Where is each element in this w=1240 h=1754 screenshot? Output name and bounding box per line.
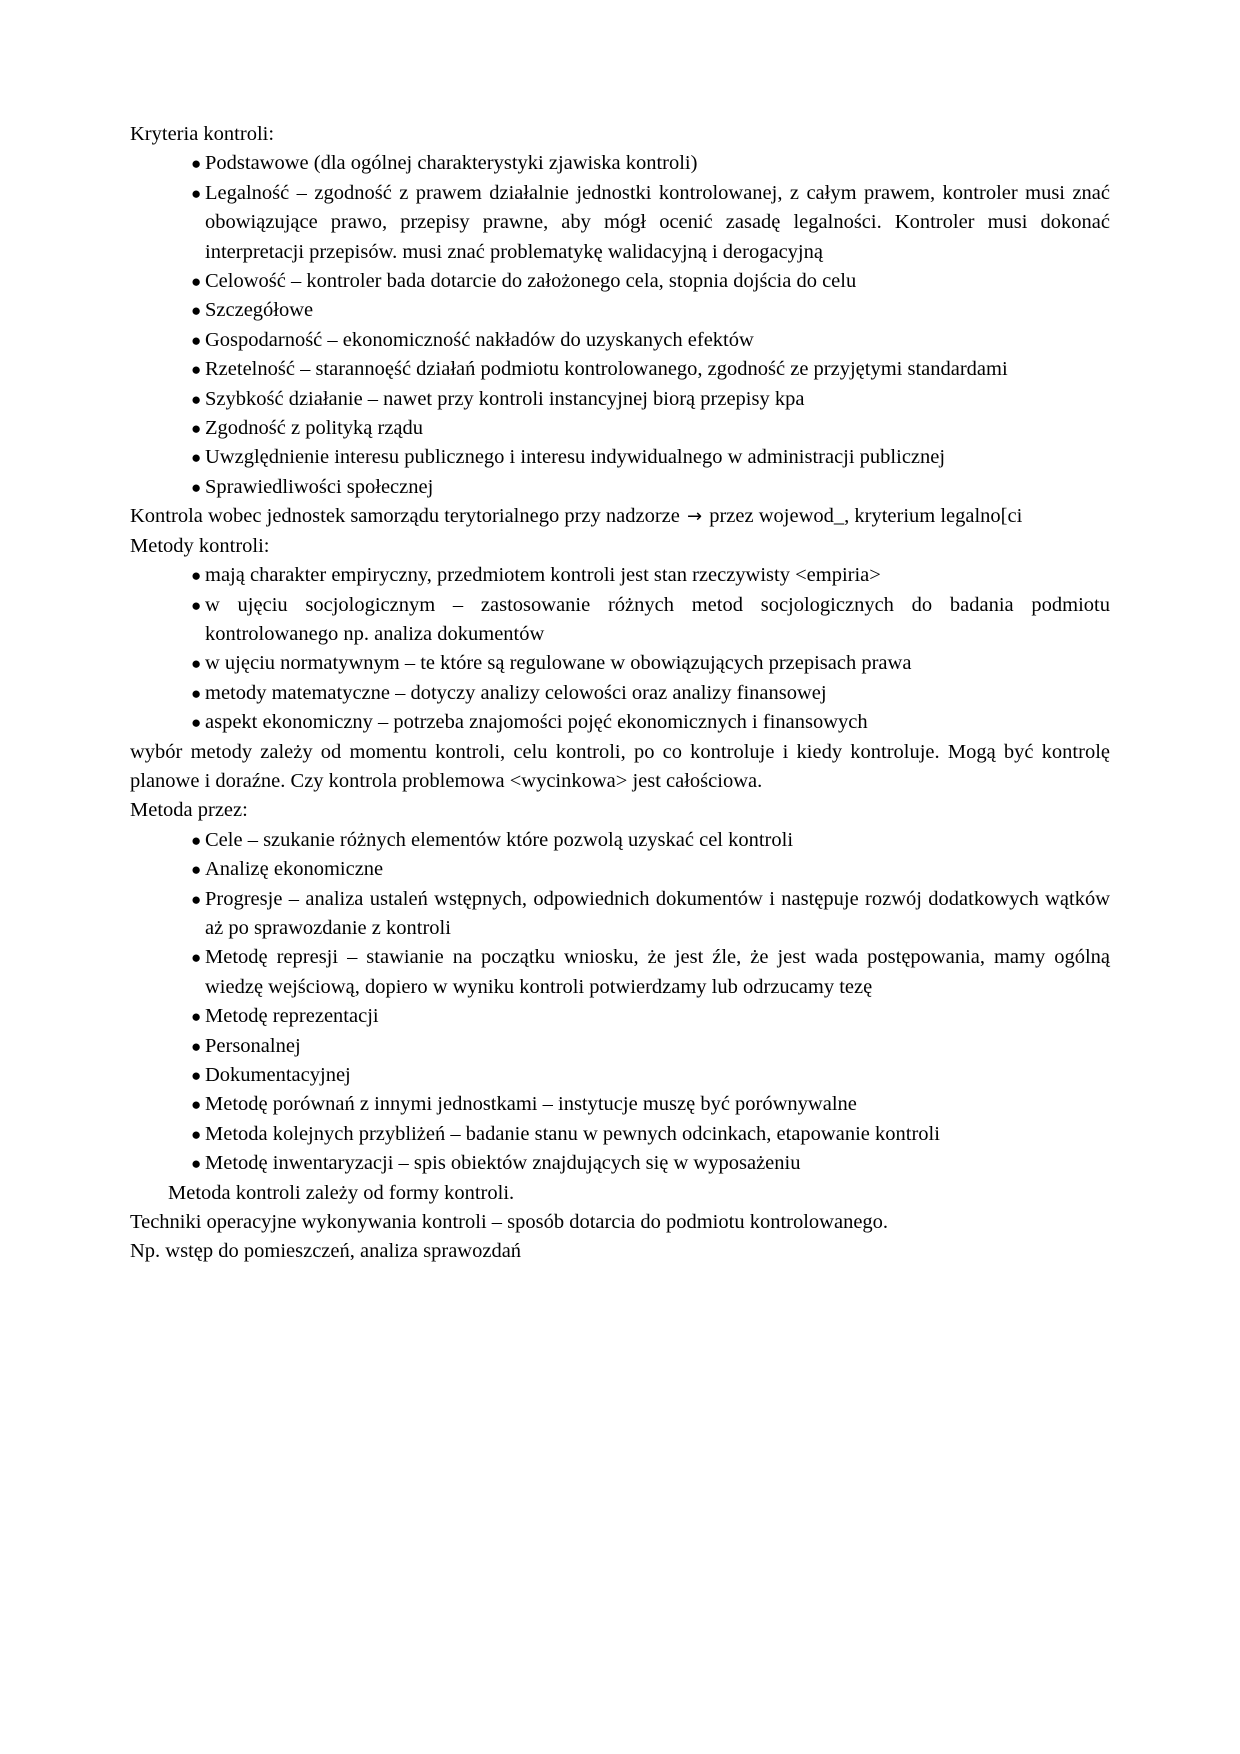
bullet-item <box>130 1149 1110 1178</box>
bullet-item <box>130 1090 1110 1119</box>
bullet-text: Progresje – analiza ustaleń wstępnych, odpowiednich dokumentów i następuje rozwój dodatkowych wątków aż po sprawozdanie z kontroli <box>205 887 1110 939</box>
bullet-glyph-icon: ● <box>191 1066 202 1085</box>
bullet-glyph-icon: ● <box>191 566 202 586</box>
bullet-glyph-icon: ● <box>191 477 202 497</box>
bullet-glyph-icon: ● <box>191 860 202 880</box>
bullet-item <box>130 855 1110 884</box>
bullet-item <box>130 296 1110 325</box>
paragraph-text: Techniki operacyjne wykonywania kontroli – sposób dotarcia do podmiotu kontrolowanego. <box>130 1211 889 1234</box>
indented-paragraph <box>130 1179 1110 1208</box>
bullet-text: Gospodarność – ekonomiczność nakładów do uzyskanych efektów <box>205 328 754 351</box>
bullet-glyph-icon: ● <box>191 683 202 703</box>
bullet-glyph-icon: ● <box>191 1036 202 1056</box>
bullet-text: Metoda kolejnych przybliżeń – badanie stanu w pewnych odcinkach, etapowanie kontroli <box>205 1122 940 1145</box>
bullet-text: w ujęciu normatywnym – te które są regulowane w obowiązujących przepisach prawa <box>205 652 912 675</box>
bullet-text: Cele – szukanie różnych elementów które pozwolą uzyskać cel kontroli <box>205 828 794 851</box>
paragraph <box>130 1208 1110 1237</box>
bullet-item <box>130 414 1110 443</box>
section-heading <box>130 120 1110 149</box>
bullet-item <box>130 443 1110 472</box>
bullet-glyph-icon: ● <box>191 595 202 615</box>
bullet-text: Legalność – zgodność z prawem działalnie jednostki kontrolowanej, z całym prawem, kontroler musi znać obowiązujące prawo, przepisy prawne, aby mógł ocenić zasadę legalności. Kontroler musi dokonać interpretacji przepisów. musi znać problematykę walidacyjną i derogacyjną <box>205 181 1110 263</box>
bullet-text: Personalnej <box>205 1034 301 1057</box>
bullet-glyph-icon: ● <box>191 830 202 850</box>
bullet-item <box>130 149 1110 178</box>
bullet-glyph-icon: ● <box>191 889 202 909</box>
bullet-item <box>130 267 1110 296</box>
bullet-text: Rzetelność – starannoęść działań podmiotu kontrolowanego, zgodność ze przyjętymi standardami <box>205 358 1008 381</box>
bullet-item <box>130 179 1110 267</box>
bullet-text: metody matematyczne – dotyczy analizy celowości oraz analizy finansowej <box>205 681 827 704</box>
paragraph-with-arrow <box>130 502 1110 531</box>
bullet-glyph-icon: ● <box>191 360 202 380</box>
bullet-item <box>130 355 1110 384</box>
bullet-text: aspekt ekonomiczny – potrzeba znajomości pojęć ekonomicznych i finansowych <box>205 711 868 734</box>
bullet-glyph-icon: ● <box>191 154 202 174</box>
bullet-text: Zgodność z polityką rządu <box>205 417 424 440</box>
bullet-item <box>130 561 1110 590</box>
bullet-text: Analizę ekonomiczne <box>205 858 384 881</box>
bullet-text: Metodę represji – stawianie na początku wniosku, że jest źle, że jest wada postępowania, mamy ogólną wiedzę wejściową, dopiero w wyniku kontroli potwierdzamy lub odrzucamy tezę <box>205 946 1110 998</box>
bullet-item <box>130 473 1110 502</box>
bullet-glyph-icon: ● <box>191 301 202 321</box>
bullet-item <box>130 591 1110 650</box>
paragraph-text: wybór metody zależy od momentu kontroli, celu kontroli, po co kontroluje i kiedy kontroluje. Mogą być kontrolę planowe i doraźne. Czy kontrola problemowa <wycinkowa> jest całościowa. <box>130 740 1110 792</box>
bullet-text: Szczegółowe <box>205 299 314 322</box>
section-heading-text: Metoda przez: <box>130 799 248 822</box>
bullet-item <box>130 1120 1110 1149</box>
bullet-glyph-icon: ● <box>191 389 202 409</box>
bullet-text: Metodę inwentaryzacji – spis obiektów znajdujących się w wyposażeniu <box>205 1152 801 1175</box>
paragraph-text: Np. wstęp do pomieszczeń, analiza sprawozdań <box>130 1240 522 1263</box>
bullet-item <box>130 885 1110 944</box>
bullet-glyph-icon: ● <box>191 272 202 292</box>
bullet-item <box>130 679 1110 708</box>
bullet-glyph-icon: ● <box>191 330 202 350</box>
section-heading-text: Kryteria kontroli: <box>130 123 275 145</box>
paragraph <box>130 1237 1110 1266</box>
bullet-item <box>130 708 1110 737</box>
bullet-glyph-icon: ● <box>191 654 202 674</box>
bullet-item <box>130 826 1110 855</box>
bullet-text: Szybkość działanie – nawet przy kontroli instancyjnej biorą przepisy kpa <box>205 387 805 410</box>
bullet-item <box>130 1032 1110 1061</box>
paragraph-text-after-arrow: przez wojewod_, kryterium legalno[ci <box>709 505 1023 528</box>
bullet-text: Podstawowe (dla ogólnej charakterystyki zjawiska kontroli) <box>205 152 698 175</box>
document-body <box>130 120 1110 1267</box>
bullet-text: mają charakter empiryczny, przedmiotem kontroli jest stan rzeczywisty <empiria> <box>205 564 881 587</box>
bullet-text: Metodę reprezentacji <box>205 1005 379 1028</box>
bullet-text: Celowość – kontroler bada dotarcie do założonego cela, stopnia dojścia do celu <box>205 270 857 293</box>
bullet-item <box>130 1002 1110 1031</box>
indented-paragraph-text: Metoda kontroli zależy od formy kontroli. <box>168 1181 515 1204</box>
section-heading <box>130 796 1110 825</box>
bullet-glyph-icon: ● <box>191 1007 202 1027</box>
bullet-glyph-icon: ● <box>191 713 202 733</box>
bullet-glyph-icon: ● <box>191 1154 202 1174</box>
bullet-glyph-icon: ● <box>191 948 202 968</box>
bullet-glyph-icon: ● <box>191 183 202 203</box>
bullet-item <box>130 943 1110 1002</box>
bullet-item <box>130 1061 1110 1090</box>
bullet-text: Sprawiedliwości społecznej <box>205 475 434 498</box>
right-arrow-icon: → <box>687 506 703 528</box>
paragraph <box>130 738 1110 797</box>
section-heading-text: Metody kontroli: <box>130 534 270 557</box>
bullet-text: Dokumentacyjnej <box>205 1064 351 1086</box>
bullet-item <box>130 649 1110 678</box>
bullet-glyph-icon: ● <box>191 1095 202 1115</box>
bullet-glyph-icon: ● <box>191 1124 202 1144</box>
bullet-glyph-icon: ● <box>191 419 202 439</box>
paragraph-text-before-arrow: Kontrola wobec jednostek samorządu terytorialnego przy nadzorze <box>130 505 680 528</box>
bullet-item <box>130 385 1110 414</box>
bullet-text: Metodę porównań z innymi jednostkami – instytucje muszę być porównywalne <box>205 1093 857 1116</box>
bullet-item <box>130 326 1110 355</box>
bullet-glyph-icon: ● <box>191 448 202 468</box>
bullet-text: Uwzględnienie interesu publicznego i interesu indywidualnego w administracji publicznej <box>205 446 946 469</box>
section-heading <box>130 532 1110 561</box>
bullet-text: w ujęciu socjologicznym – zastosowanie różnych metod socjologicznych do badania podmiotu kontrolowanego np. analiza dokumentów <box>205 593 1110 645</box>
